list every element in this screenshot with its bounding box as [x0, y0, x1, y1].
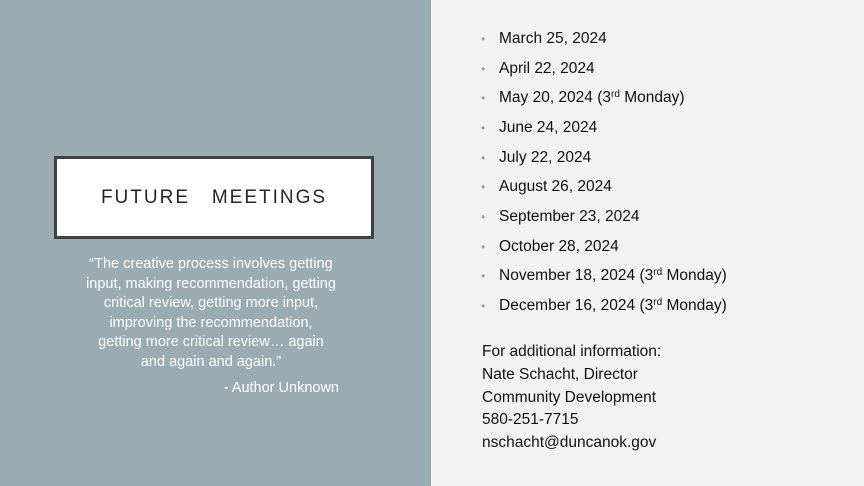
quote-author: - Author Unknown	[223, 380, 339, 396]
bullet-icon: •	[481, 209, 486, 224]
meeting-date: March 25, 2024	[499, 29, 607, 47]
meeting-dates-list	[481, 24, 727, 321]
note-word: Monday	[662, 267, 722, 285]
meeting-date-item	[481, 232, 727, 262]
contact-department: Community Development	[482, 388, 657, 406]
note-ordinal: rd	[611, 89, 620, 101]
bullet-icon: •	[481, 180, 486, 195]
note-word: Monday	[662, 297, 722, 315]
quote-line: and again and again.”	[140, 353, 282, 370]
note-word: Monday	[619, 89, 680, 107]
meeting-note	[639, 297, 726, 315]
note-close: )	[679, 89, 685, 107]
quote	[70, 255, 352, 372]
note-open: (	[639, 297, 645, 315]
meeting-date-item	[481, 262, 727, 292]
quote-line: improving the recommendation,	[109, 314, 313, 331]
bullet-icon: •	[481, 239, 486, 254]
bullet-icon: •	[481, 120, 486, 135]
quote-line: input, making recommendation, getting	[86, 275, 336, 292]
quote-line: “The creative process involves getting	[89, 256, 333, 272]
meeting-date: May 20, 2024	[499, 89, 593, 107]
note-ordinal: rd	[653, 267, 663, 279]
note-num: 3	[602, 89, 612, 107]
meeting-date: November 18, 2024	[499, 267, 636, 285]
note-ordinal: rd	[653, 297, 663, 309]
slide-title: FUTURE MEETINGS	[100, 186, 328, 208]
meeting-date: July 22, 2024	[499, 148, 592, 166]
bullet-icon: •	[481, 150, 486, 165]
meeting-note	[597, 89, 684, 107]
meeting-date-item	[481, 172, 727, 202]
title-box	[54, 156, 374, 239]
note-num: 3	[644, 297, 654, 315]
meeting-date: August 26, 2024	[499, 178, 612, 196]
meeting-date-item	[481, 113, 727, 143]
quote-line: getting more critical review… again	[98, 334, 324, 350]
meeting-date: April 22, 2024	[499, 59, 595, 77]
note-close: )	[721, 267, 727, 285]
meeting-date: October 28, 2024	[499, 237, 619, 255]
bullet-icon: •	[481, 91, 486, 106]
contact-name: Nate Schacht, Director	[482, 365, 638, 383]
quote-line: critical review, getting more input,	[103, 295, 319, 311]
bullet-icon: •	[481, 269, 486, 284]
bullet-icon: •	[481, 31, 486, 46]
contact-info	[482, 341, 661, 455]
note-open: (	[597, 89, 603, 107]
meeting-note	[639, 267, 726, 285]
bullet-icon: •	[481, 299, 486, 314]
meeting-date-item	[481, 83, 727, 113]
meeting-date: September 23, 2024	[499, 207, 640, 225]
meeting-date-item	[481, 202, 727, 232]
contact-heading: For additional information:	[482, 343, 662, 360]
meeting-date-item	[481, 24, 727, 54]
meeting-date-item	[481, 54, 727, 84]
note-open: (	[639, 267, 645, 285]
note-close: )	[721, 297, 727, 315]
meeting-date-item	[481, 143, 727, 173]
meeting-date: June 24, 2024	[499, 118, 598, 136]
contact-phone: 580-251-7715	[482, 411, 579, 429]
left-panel	[0, 0, 431, 486]
contact-email[interactable]: nschacht@duncanok.gov	[482, 434, 657, 452]
meeting-date: December 16, 2024	[499, 297, 636, 315]
note-num: 3	[644, 267, 654, 285]
bullet-icon: •	[481, 61, 486, 76]
meeting-date-item	[481, 291, 727, 321]
